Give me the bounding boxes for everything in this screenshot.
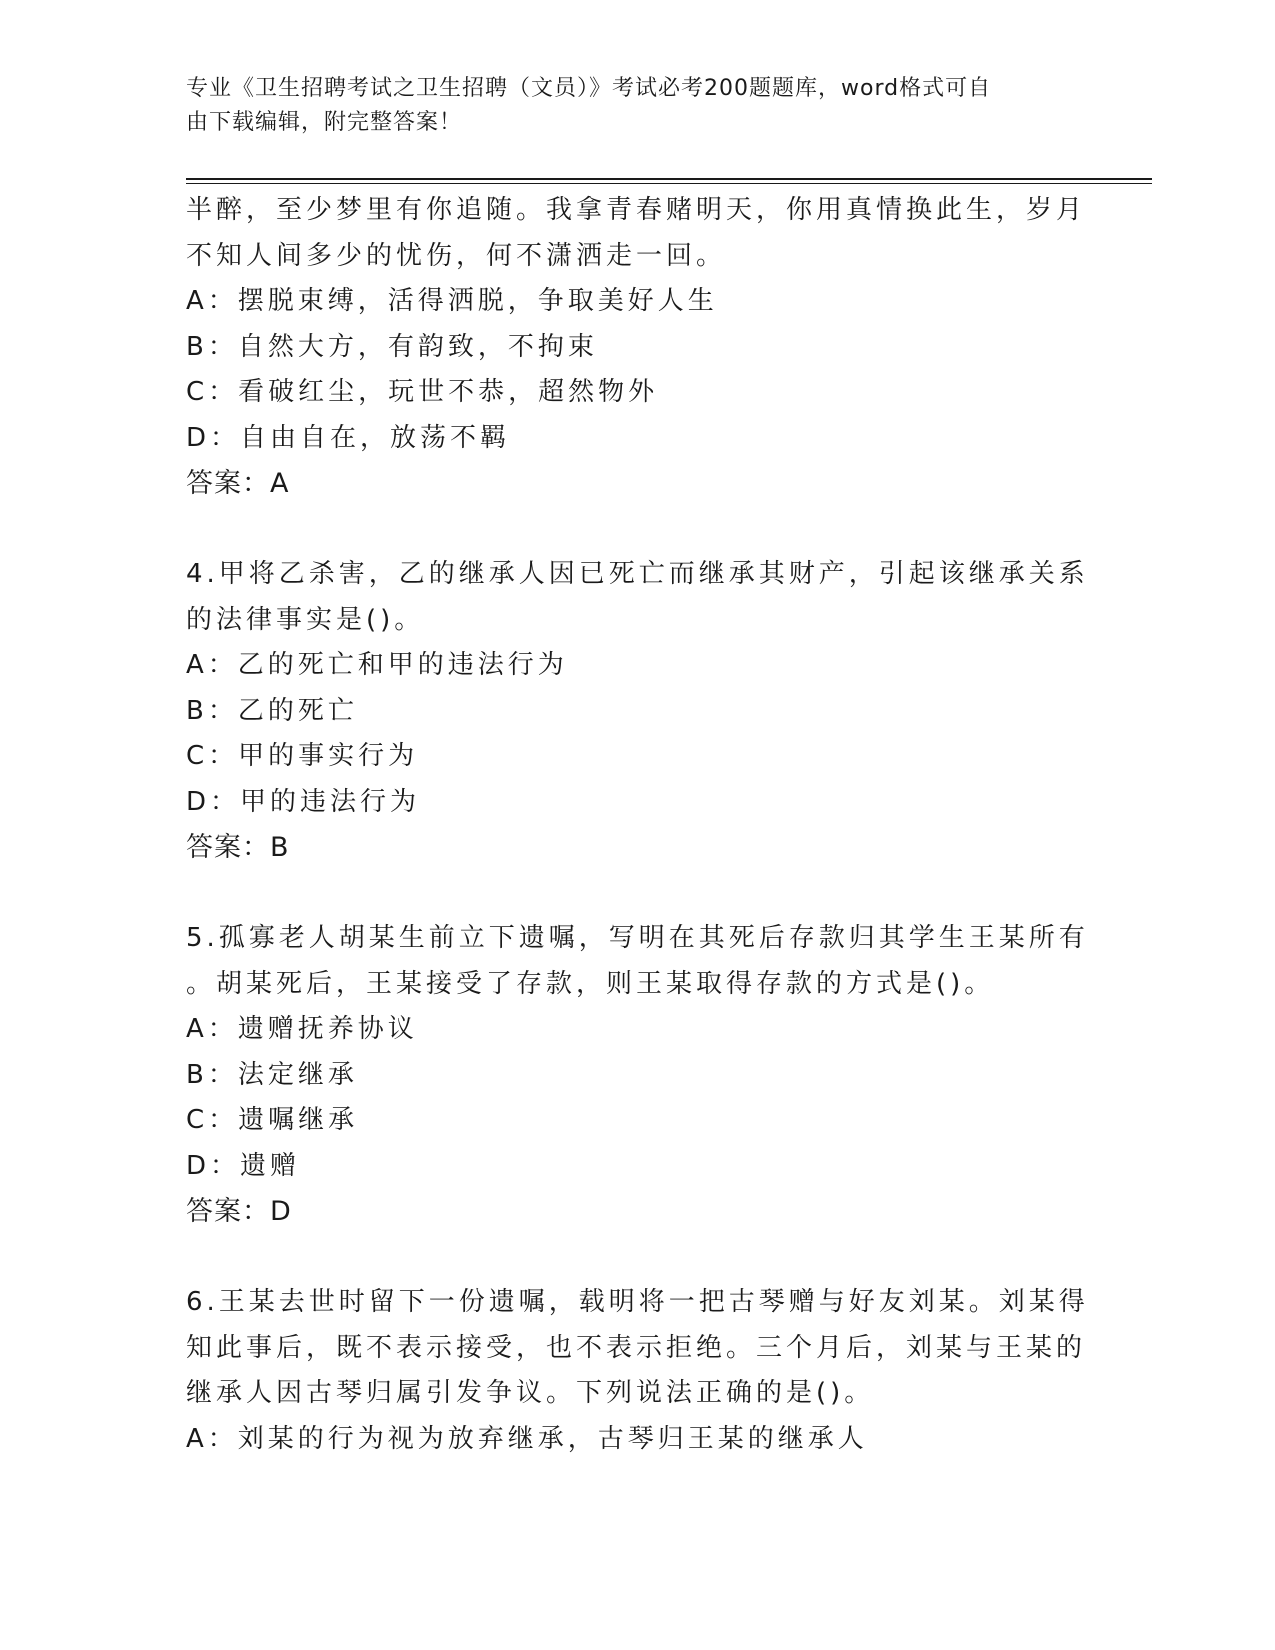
question-content (186, 188, 1089, 1462)
header-line-2: 由下载编辑，附完整答案！ (186, 110, 463, 135)
option-b: B：法定继承 (186, 1059, 358, 1090)
header-line-1: 专业《卫生招聘考试之卫生招聘（文员）》考试必考200题题库，word格式可自 (186, 76, 992, 101)
answer-line: 答案：A (186, 468, 290, 499)
option-c: C：遗嘱继承 (186, 1105, 359, 1135)
option-c: C：看破红尘，玩世不恭，超然物外 (186, 377, 659, 407)
question-4 (186, 552, 1089, 871)
question-text-line: 。胡某死后，王某接受了存款，则王某取得存款的方式是()。 (186, 968, 995, 999)
spacer (186, 507, 1066, 553)
spacer (186, 1235, 1066, 1281)
option-a: A：乙的死亡和甲的违法行为 (186, 650, 568, 680)
question-text-line: 半醉，至少梦里有你追随。我拿青春赌明天，你用真情换此生，岁月 (186, 195, 1087, 225)
option-a: A：摆脱束缚，活得洒脱，争取美好人生 (186, 286, 718, 316)
option-a: A：刘某的行为视为放弃继承，古琴归王某的继承人 (186, 1423, 868, 1454)
question-text-line: 继承人因古琴归属引发争议。下列说法正确的是()。 (186, 1378, 875, 1408)
question-text-line: 不知人间多少的忧伤，何不潇洒走一回。 (186, 240, 727, 271)
option-b: B：乙的死亡 (186, 695, 358, 726)
option-a: A：遗赠抚养协议 (186, 1014, 418, 1044)
option-d: D：自由自在，放荡不羁 (186, 422, 511, 453)
answer-line: 答案：B (186, 832, 290, 863)
question-text-line: 6.王某去世时留下一份遗嘱，载明将一把古琴赠与好友刘某。刘某得 (186, 1287, 1089, 1317)
spacer (186, 871, 1066, 917)
question-text-line: 的法律事实是()。 (186, 604, 425, 635)
document-header (186, 72, 1066, 140)
question-5 (186, 916, 1089, 1235)
header-divider (186, 178, 1152, 180)
option-c: C：甲的事实行为 (186, 741, 419, 771)
header-divider-thin (186, 183, 1152, 184)
question-text-line: 5.孤寡老人胡某生前立下遗嘱，写明在其死后存款归其学生王某所有 (186, 923, 1089, 953)
answer-line: 答案：D (186, 1196, 292, 1227)
option-d: D：遗赠 (186, 1150, 301, 1181)
question-text-line: 4.甲将乙杀害，乙的继承人因已死亡而继承其财产，引起该继承关系 (186, 559, 1089, 589)
option-d: D：甲的违法行为 (186, 786, 421, 817)
question-3-continued (186, 188, 1087, 507)
option-b: B：自然大方，有韵致，不拘束 (186, 331, 598, 362)
question-6 (186, 1280, 1089, 1462)
question-text-line: 知此事后，既不表示接受，也不表示拒绝。三个月后，刘某与王某的 (186, 1332, 1087, 1363)
